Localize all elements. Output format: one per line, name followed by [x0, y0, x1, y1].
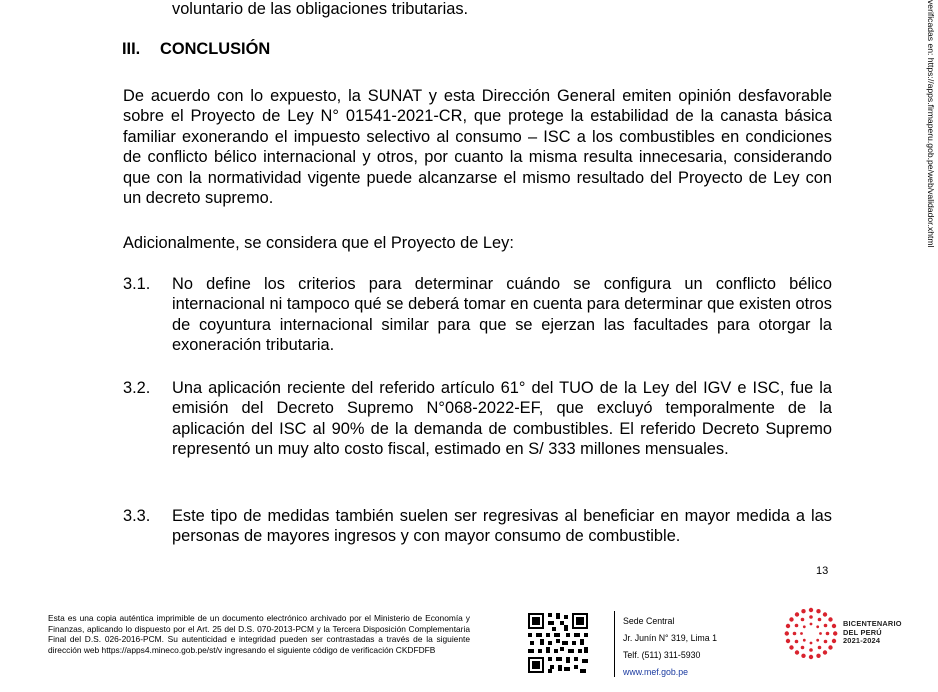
bicentenario-line3: 2021-2024: [843, 636, 881, 646]
side-verification-text: verificadas en: https://apps.firmaperu.gob.pe/web/validador.xhtml: [926, 0, 936, 248]
list-item-text: Este tipo de medidas también suelen ser regresivas al beneficiar en mayor medida a las personas de mayores ingresos y con mayor consumo de combustible.: [172, 507, 832, 546]
section-heading: [122, 39, 270, 59]
list-item-text: No define los criterios para determinar cuándo se configura un conflicto bélico internacional ni tampoco qué se deberá tomar en cuenta para determinar que existen otros de coyuntura internacional similar para que se ejerzan las facultades para otorgar la exoneración tributaria.: [172, 275, 832, 355]
sede-central-block: [623, 613, 717, 681]
sede-web-link[interactable]: www.mef.gob.pe: [623, 667, 689, 677]
list-item-number: 3.2.: [123, 379, 151, 397]
section-number: III.: [122, 40, 141, 58]
page-number: 13: [816, 565, 829, 577]
sede-title: Sede Central: [623, 616, 675, 626]
intro-line: voluntario de las obligaciones tributarias.: [172, 0, 469, 18]
footer-divider: [614, 611, 615, 677]
bicentenario-line1: BICENTENARIO: [843, 619, 902, 628]
list-item-number: 3.1.: [123, 275, 151, 293]
conclusion-paragraph: De acuerdo con lo expuesto, la SUNAT y esta Dirección General emiten opinión desfavorable sobre el Proyecto de Ley N° 01541-2021-CR, que protege la estabilidad de la canasta básica familiar exonerando el impuesto selectivo al consumo – ISC a los combustibles en condiciones de conflicto bélico internacional y otros, por cuanto la misma resulta innecesaria, considerando que con la normatividad vigente puede alcanzarse el mismo resultado del Proyecto de Ley con un decreto supremo.: [123, 87, 832, 208]
list-item-text: Una aplicación reciente del referido artículo 61° del TUO de la Ley del IGV e ISC, fue la emisión del Decreto Supremo N°068-2022-EF, que excluyó temporalmente de la aplicación del ISC al 90% de la demanda de combustibles. El referido Decreto Supremo representó un muy alto costo fiscal, estimado en S/ 333 millones mensuales.: [172, 379, 832, 459]
authenticity-note: Esta es una copia auténtica imprimible de un documento electrónico archivado por el Ministerio de Economía y Finanzas, aplicando lo dispuesto por el Art. 25 del D.S. 070-2013-PCM y la Tercera Disposición Complementaria Final del D.S. 026-2016-PCM. Su autenticidad e integridad pueden ser contrastadas a través de la siguiente dirección web https://apps4.mineco.gob.pe/st/v ingresando el siguiente código de verificación CKDFDFB: [48, 613, 470, 655]
bicentenario-emblem-icon: [780, 604, 842, 666]
section-title: CONCLUSIÓN: [160, 40, 271, 58]
sede-address: Jr. Junín N° 319, Lima 1: [623, 633, 717, 643]
side-verification-note: [926, 0, 938, 290]
qr-code-icon: [526, 611, 590, 675]
bicentenario-text: [843, 620, 902, 646]
bicentenario-logo: [780, 604, 910, 676]
sede-phone: Telf. (511) 311-5930: [623, 650, 701, 660]
bicentenario-line2: DEL PERÚ: [843, 627, 882, 637]
additional-paragraph: Adicionalmente, se considera que el Proyecto de Ley:: [123, 234, 514, 252]
list-item-number: 3.3.: [123, 507, 151, 525]
